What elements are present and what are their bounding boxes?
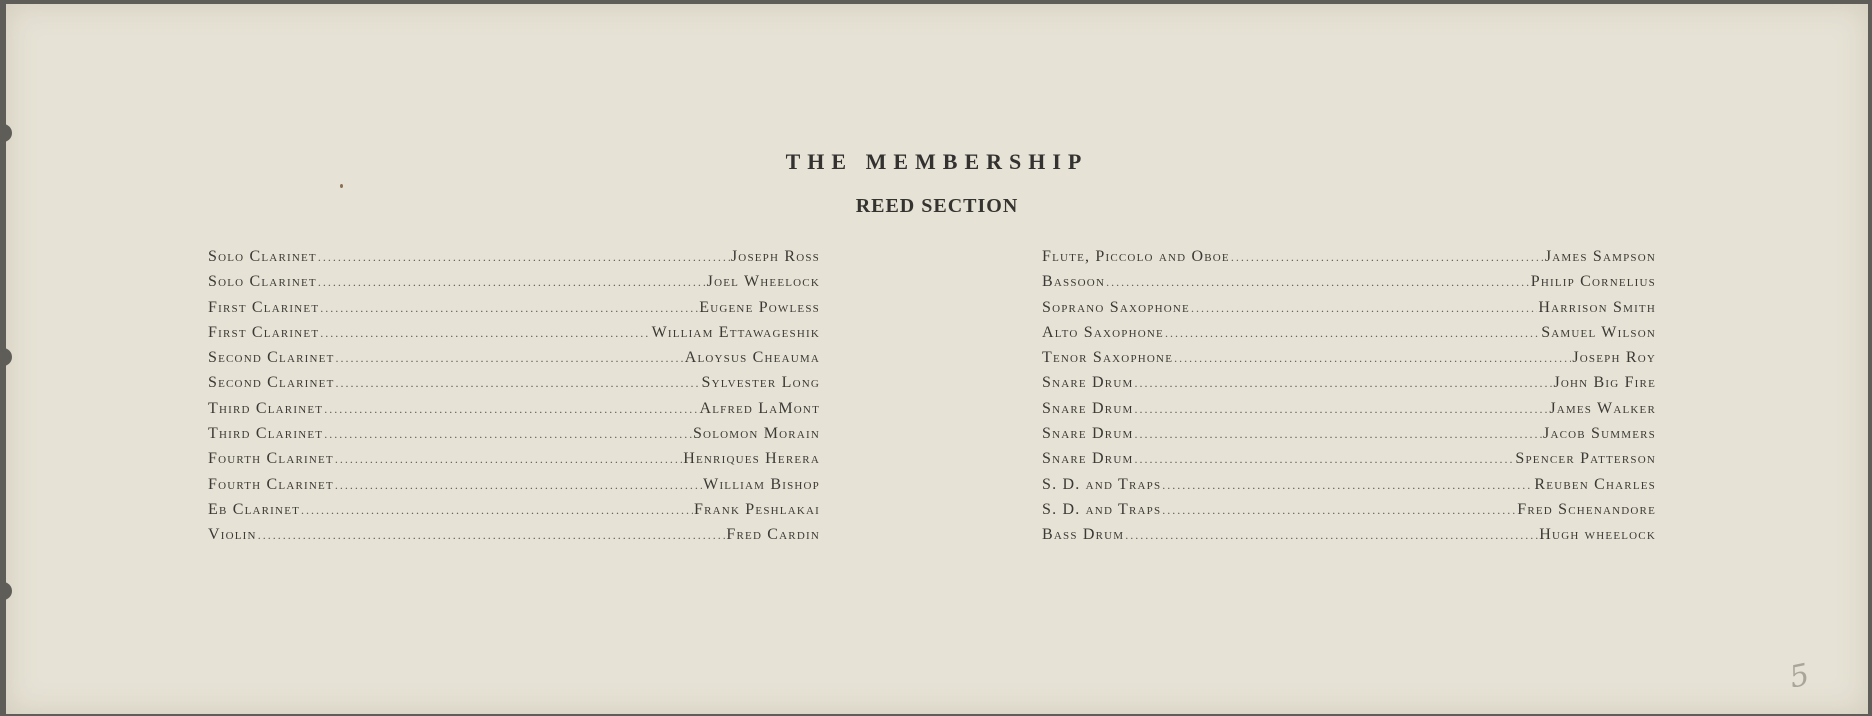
- member-name: Fred Schenandore: [1517, 500, 1656, 518]
- binding-hole: [0, 124, 12, 142]
- instrument-label: S. D. and Traps: [1042, 500, 1162, 518]
- dot-leader: [320, 321, 650, 346]
- instrument-label: Second Clarinet: [208, 349, 335, 367]
- membership-row: [208, 269, 820, 294]
- instrument-label: Solo Clarinet: [208, 248, 317, 265]
- member-name: Alfred LaMont: [699, 399, 820, 417]
- binding-hole: [0, 582, 12, 600]
- instrument-label: Soprano Saxophone: [1042, 298, 1190, 316]
- dot-leader: [318, 245, 730, 270]
- membership-row: [208, 396, 820, 421]
- member-name: Harrison Smith: [1538, 298, 1656, 316]
- membership-row: [208, 472, 820, 497]
- member-name: Philip Cornelius: [1530, 273, 1656, 291]
- paper-speck: [340, 184, 343, 188]
- membership-row: [208, 497, 820, 522]
- membership-row: [208, 446, 820, 471]
- membership-row: [208, 370, 820, 395]
- instrument-label: Second Clarinet: [208, 374, 335, 392]
- instrument-label: S. D. and Traps: [1042, 475, 1162, 493]
- member-name: Jacob Summers: [1543, 425, 1656, 443]
- member-name: Spencer Patterson: [1515, 450, 1656, 468]
- membership-row: [1042, 522, 1656, 547]
- membership-row: [1042, 396, 1656, 421]
- instrument-label: Tenor Saxophone: [1042, 349, 1174, 367]
- dot-leader: [1162, 498, 1516, 523]
- binding-hole: [0, 348, 12, 366]
- dot-leader: [1134, 371, 1552, 396]
- dot-leader: [258, 523, 726, 548]
- instrument-label: Third Clarinet: [208, 425, 324, 443]
- dot-leader: [1134, 447, 1514, 472]
- instrument-label: First Clarinet: [208, 323, 320, 341]
- instrument-label: Violin: [208, 526, 257, 544]
- membership-row: [1042, 345, 1656, 370]
- instrument-label: Third Clarinet: [208, 399, 324, 417]
- membership-row: [1042, 421, 1656, 446]
- member-name: Henriques Herera: [683, 450, 820, 468]
- member-name: James Sampson: [1544, 248, 1656, 265]
- instrument-label: Snare Drum: [1042, 425, 1134, 443]
- instrument-label: Alto Saxophone: [1042, 323, 1164, 341]
- membership-column-right: [1042, 244, 1656, 548]
- instrument-label: Flute, Piccolo and Oboe: [1042, 248, 1230, 265]
- member-name: Hugh wheelock: [1539, 526, 1656, 544]
- dot-leader: [336, 371, 701, 396]
- member-name: Solomon Morain: [692, 425, 820, 443]
- membership-row: [1042, 320, 1656, 345]
- section-title: REED SECTION: [855, 195, 1019, 217]
- membership-row: [208, 320, 820, 345]
- member-name: William Bishop: [703, 475, 820, 493]
- dot-leader: [324, 397, 698, 422]
- member-name: Sylvester Long: [701, 374, 820, 392]
- membership-row: [1042, 472, 1656, 497]
- dot-leader: [1125, 523, 1538, 548]
- membership-column-left: [208, 244, 820, 548]
- membership-row: [1042, 370, 1656, 395]
- membership-row: [1042, 269, 1656, 294]
- member-name: Fred Cardin: [726, 526, 820, 544]
- member-name: Aloysus Cheauma: [684, 349, 820, 367]
- dot-leader: [320, 296, 698, 321]
- dot-leader: [1165, 321, 1540, 346]
- dot-leader: [336, 346, 684, 371]
- dot-leader: [301, 498, 693, 523]
- instrument-label: Fourth Clarinet: [208, 450, 334, 468]
- dot-leader: [1134, 422, 1542, 447]
- dot-leader: [335, 473, 702, 498]
- membership-row: [1042, 295, 1656, 320]
- membership-row: [208, 345, 820, 370]
- dot-leader: [1174, 346, 1571, 371]
- membership-row: [1042, 497, 1656, 522]
- member-name: James Walker: [1549, 399, 1656, 417]
- member-name: Joseph Roy: [1572, 349, 1656, 367]
- dot-leader: [1231, 245, 1544, 270]
- page-title: THE MEMBERSHIP: [785, 149, 1089, 174]
- member-name: Samuel Wilson: [1541, 323, 1656, 341]
- instrument-label: Solo Clarinet: [208, 273, 317, 291]
- member-name: Joel Wheelock: [706, 273, 820, 291]
- membership-row: [208, 295, 820, 320]
- dot-leader: [335, 447, 682, 472]
- page-number: 5: [1786, 657, 1813, 696]
- dot-leader: [1162, 473, 1533, 498]
- instrument-label: Snare Drum: [1042, 399, 1134, 417]
- member-name: Frank Peshlakai: [694, 500, 820, 518]
- instrument-label: First Clarinet: [208, 298, 320, 316]
- membership-row: [208, 522, 820, 547]
- membership-row: [208, 421, 820, 446]
- instrument-label: Bass Drum: [1042, 526, 1125, 544]
- instrument-label: Snare Drum: [1042, 450, 1134, 468]
- member-name: William Ettawageshik: [651, 323, 820, 341]
- membership-row: [1042, 446, 1656, 471]
- membership-row: [208, 244, 820, 269]
- instrument-label: Eb Clarinet: [208, 500, 301, 518]
- member-name: Eugene Powless: [699, 298, 820, 316]
- dot-leader: [1191, 296, 1537, 321]
- dot-leader: [1106, 270, 1530, 295]
- instrument-label: Snare Drum: [1042, 374, 1134, 392]
- dot-leader: [324, 422, 692, 447]
- member-name: Reuben Charles: [1534, 475, 1656, 493]
- document-page: [6, 4, 1868, 714]
- dot-leader: [318, 270, 706, 295]
- membership-row: [1042, 244, 1656, 269]
- instrument-label: Bassoon: [1042, 273, 1106, 291]
- member-name: John Big Fire: [1553, 374, 1656, 392]
- dot-leader: [1134, 397, 1548, 422]
- instrument-label: Fourth Clarinet: [208, 475, 334, 493]
- member-name: Joseph Ross: [730, 248, 820, 265]
